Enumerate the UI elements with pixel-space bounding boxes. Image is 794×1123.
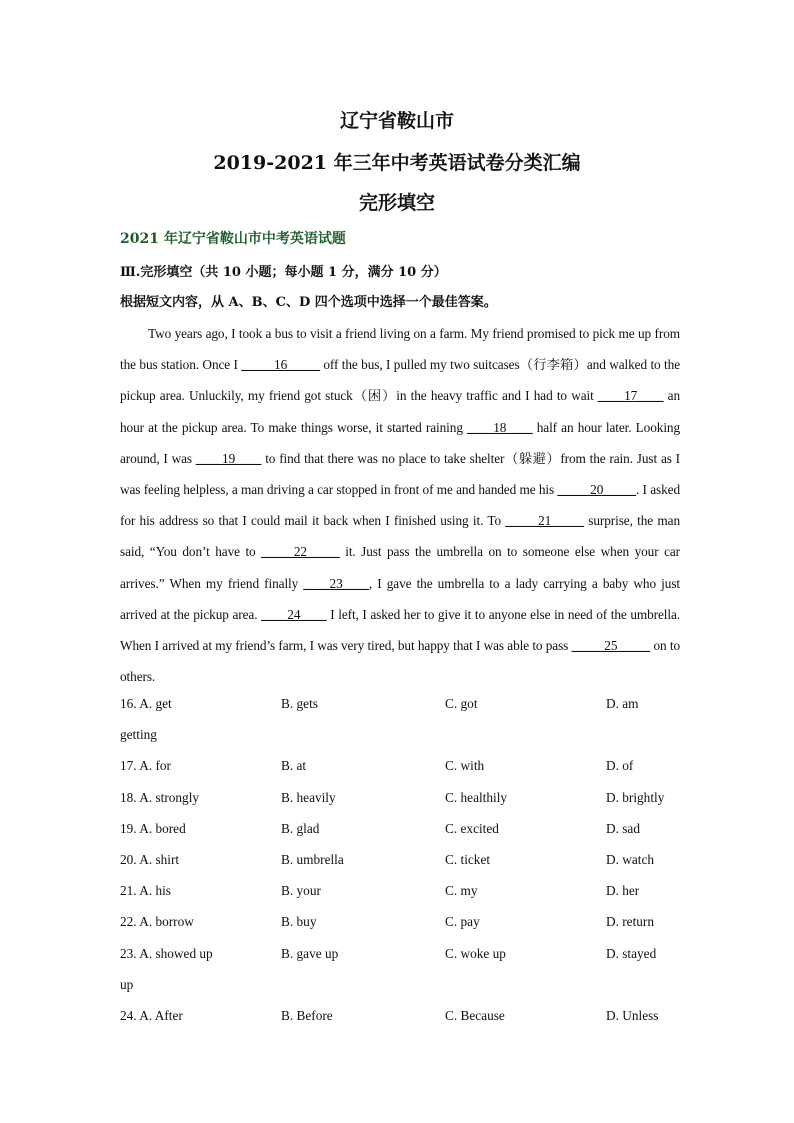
option-c: C. healthily xyxy=(445,789,508,805)
passage-text: on to others. xyxy=(120,638,680,685)
option-a: 20. A. shirt xyxy=(120,851,180,867)
passage-text: . I asked for his address so that I could mail it back when I finished using it. To xyxy=(120,482,680,529)
blank-19: ____19____ xyxy=(195,450,262,466)
option-c: C. Because xyxy=(445,1007,505,1023)
option-d-continuation: up xyxy=(120,976,134,992)
option-d: D. am xyxy=(606,696,639,711)
option-d-continuation: getting xyxy=(120,727,157,743)
blank-24: ____24____ xyxy=(261,606,327,622)
answer-options xyxy=(120,689,680,1032)
option-c: C. excited xyxy=(445,820,499,836)
passage-text: Two years ago, I took a bus to visit a friend living on a farm. My friend promised to pick me up from the bus station. Once I xyxy=(120,326,680,373)
passage-text: half an hour later. Looking around, I was xyxy=(120,419,681,466)
option-d: D. brightly xyxy=(606,789,665,805)
passage-text: surprise, the man said, “You don’t have to xyxy=(120,513,680,560)
option-d: D. return xyxy=(606,914,654,930)
option-d: D. watch xyxy=(606,851,654,867)
question-row-16-cont xyxy=(120,720,680,751)
option-b: B. glad xyxy=(281,820,320,836)
doc-title-region: 辽宁省鞍山市 xyxy=(339,110,454,132)
option-b: B. gave up xyxy=(281,945,339,961)
question-row-16 xyxy=(120,689,680,720)
option-d: D. Unless xyxy=(606,1007,659,1023)
instruction-text: 根据短文内容，从 A、B、C、D 四个选项中选择一个最佳答案。 xyxy=(120,295,497,310)
option-a: 21. A. his xyxy=(120,883,171,899)
option-a: 18. A. strongly xyxy=(120,789,200,805)
passage-text: it. Just pass the umbrella on to someone else when your car arrives.” When my friend finally xyxy=(120,544,680,591)
blank-22: _____22_____ xyxy=(261,544,340,560)
section-heading: 2021 年辽宁省鞍山市中考英语试题 xyxy=(120,231,346,247)
option-c: C. with xyxy=(445,758,485,774)
question-row-23-cont xyxy=(120,970,680,1001)
option-b: B. buy xyxy=(281,914,317,930)
option-d: D. of xyxy=(606,758,634,774)
option-c: C. got xyxy=(445,696,478,711)
option-c: C. woke up xyxy=(445,945,506,961)
question-row-18 xyxy=(120,783,680,814)
option-d: D. sad xyxy=(606,820,640,836)
blank-23: ____23____ xyxy=(303,575,369,591)
option-a: 22. A. borrow xyxy=(120,914,194,930)
question-row-22 xyxy=(120,907,680,938)
option-b: B. gets xyxy=(281,696,318,711)
passage-text: to find that there was no place to take shelter（躲避）from the rain. Just as I was feeling helpless, a man driving a car stopped in front of me and handed me his xyxy=(120,450,681,498)
option-a: 16. A. get xyxy=(120,696,172,711)
option-d: D. stayed xyxy=(606,945,657,961)
part-title: Ⅲ.完形填空（共 10 小题；每小题 1 分，满分 10 分） xyxy=(120,265,447,280)
question-row-20 xyxy=(120,845,680,876)
blank-18: ____18____ xyxy=(467,419,533,435)
option-a: 24. A. After xyxy=(120,1007,183,1023)
option-b: B. Before xyxy=(281,1007,333,1023)
option-c: C. pay xyxy=(445,914,480,930)
blank-25: _____25_____ xyxy=(571,638,651,654)
question-row-23 xyxy=(120,939,680,970)
blank-21: _____21_____ xyxy=(505,513,584,529)
doc-title-topic: 完形填空 xyxy=(358,192,435,214)
option-a: 23. A. showed up xyxy=(120,945,213,961)
option-c: C. my xyxy=(445,883,478,899)
passage-text: I left, I asked her to give it to anyone else in need of the umbrella. When I arrived at my friend’s farm, I was very tired, but happy that I was able to pass xyxy=(120,606,681,654)
blank-17: ____17____ xyxy=(597,388,664,404)
option-b: B. at xyxy=(281,758,307,774)
option-b: B. heavily xyxy=(281,789,336,805)
option-b: B. your xyxy=(281,883,321,899)
option-c: C. ticket xyxy=(445,851,491,867)
question-row-21 xyxy=(120,876,680,907)
blank-20: _____20_____ xyxy=(557,482,636,498)
blank-16: _____16_____ xyxy=(241,357,320,373)
passage-text: off the bus, I pulled my two suitcases（行李箱）and walked to the pickup area. Unluckily, my friend got stuck（困）in the heavy traffic and I had to wait xyxy=(120,357,680,404)
doc-title-main: 2019-2021 年三年中考英语试卷分类汇编 xyxy=(213,152,581,174)
question-row-24 xyxy=(120,1001,680,1032)
option-a: 19. A. bored xyxy=(120,820,186,836)
passage-text: , I gave the umbrella to a lady carrying a baby who just arrived at the pickup area. xyxy=(120,575,680,622)
option-d: D. her xyxy=(606,883,640,899)
question-row-17 xyxy=(120,751,680,782)
question-row-19 xyxy=(120,814,680,845)
option-b: B. umbrella xyxy=(281,851,344,867)
cloze-passage xyxy=(120,318,680,692)
passage-text: an hour at the pickup area. To make things worse, it started raining xyxy=(120,388,680,435)
option-a: 17. A. for xyxy=(120,758,171,774)
